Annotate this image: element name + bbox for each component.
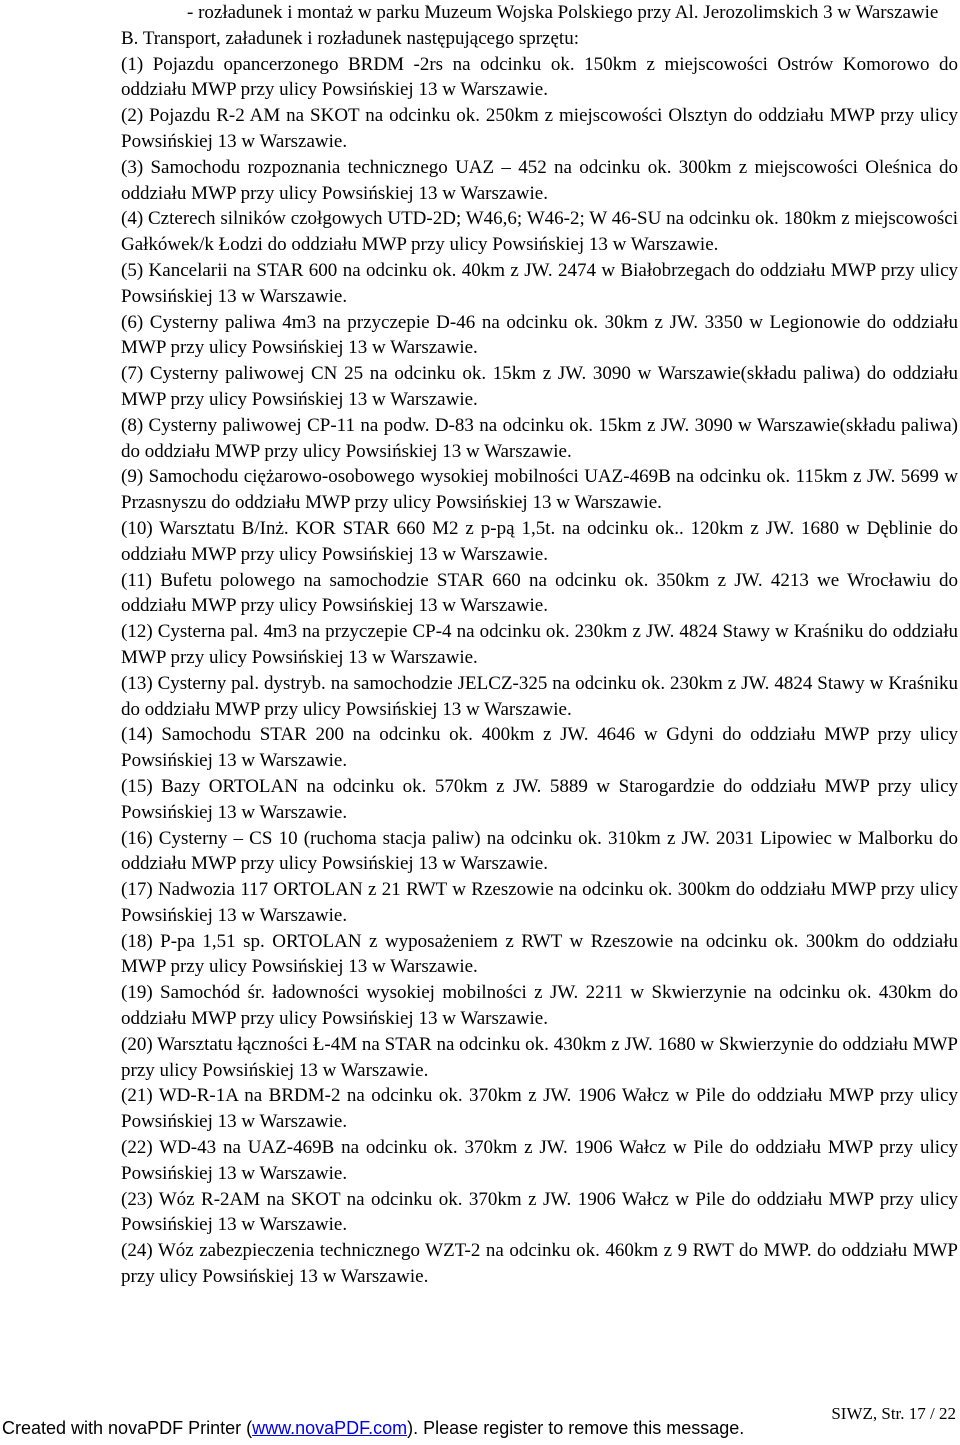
list-item: (24) Wóz zabezpieczenia technicznego WZT-2 na odcinku ok. 460km z 9 RWT do MWP. do oddziału MWP przy ulicy Powsińskiej 13 w Warszawie. (121, 1240, 958, 1288)
list-item: (14) Samochodu STAR 200 na odcinku ok. 400km z JW. 4646 w Gdyni do oddziału MWP przy ulicy Powsińskiej 13 w Warszawie. (121, 724, 958, 772)
list-item: (20) Warsztatu łączności Ł-4M na STAR na odcinku ok. 430km z JW. 1680 w Skwierzynie do oddziału MWP przy ulicy Powsińskiej 13 w Warszawie. (121, 1033, 958, 1081)
list-item: (23) Wóz R-2AM na SKOT na odcinku ok. 370km z JW. 1906 Wałcz w Pile do oddziału MWP przy ulicy Powsińskiej 13 w Warszawie. (121, 1188, 958, 1236)
section-heading: B. Transport, załadunek i rozładunek następującego sprzętu: (121, 27, 579, 49)
list-item: (7) Cysterny paliwowej CN 25 na odcinku ok. 15km z JW. 3090 w Warszawie(składu paliwa) do oddziału MWP przy ulicy Powsińskiej 13 w Warszawie. (121, 363, 958, 410)
list-item: (4) Czterech silników czołgowych UTD-2D; W46,6; W46-2; W 46-SU na odcinku ok. 180km z miejscowości Gałkówek/k Łodzi do oddziału MWP przy ulicy Powsińskiej 13 w Warszawie. (121, 208, 958, 256)
list-item: (17) Nadwozia 117 ORTOLAN z 21 RWT w Rzeszowie na odcinku ok. 300km do oddziału MWP przy ulicy Powsińskiej 13 w Warszawie. (121, 879, 958, 926)
novapdf-link[interactable]: www.novaPDF.com (252, 1418, 408, 1438)
document-body (121, 0, 958, 1290)
list-item: (11) Bufetu polowego na samochodzie STAR 660 na odcinku ok. 350km z JW. 4213 we Wrocławiu do oddziału MWP przy ulicy Powsińskiej 13 w Warszawie. (121, 569, 958, 617)
list-item: (12) Cysterna pal. 4m3 na przyczepie CP-4 na odcinku ok. 230km z JW. 4824 Stawy w Kraśniku do oddziału MWP przy ulicy Powsińskiej 13 w Warszawie. (121, 621, 958, 668)
list-item: (21) WD-R-1A na BRDM-2 na odcinku ok. 370km z JW. 1906 Wałcz w Pile do oddziału MWP przy ulicy Powsińskiej 13 w Warszawie. (121, 1085, 958, 1133)
intro-line: - rozładunek i montaż w parku Muzeum Wojska Polskiego przy Al. Jerozolimskich 3 w Warszawie (187, 2, 939, 23)
list-item: (2) Pojazdu R-2 AM na SKOT na odcinku ok. 250km z miejscowości Olsztyn do oddziału MWP przy ulicy Powsińskiej 13 w Warszawie. (121, 105, 958, 152)
list-item: (19) Samochód śr. ładowności wysokiej mobilności z JW. 2211 w Skwierzynie na odcinku ok. 430km do oddziału MWP przy ulicy Powsińskiej 13 w Warszawie. (121, 982, 958, 1030)
list-item: (10) Warsztatu B/Inż. KOR STAR 660 M2 z p-pą 1,5t. na odcinku ok.. 120km z JW. 1680 w Dęblinie do oddziału MWP przy ulicy Powsińskiej 13 w Warszawie. (121, 517, 958, 565)
list-item: (3) Samochodu rozpoznania technicznego UAZ – 452 na odcinku ok. 300km z miejscowości Oleśnica do oddziału MWP przy ulicy Powsińskiej 13 w Warszawie. (121, 156, 958, 204)
novapdf-banner (2, 1418, 960, 1439)
list-item: (16) Cysterny – CS 10 (ruchoma stacja paliw) na odcinku ok. 310km z JW. 2031 Lipowiec w Malborku do oddziału MWP przy ulicy Powsińskiej 13 w Warszawie. (121, 827, 958, 875)
list-item: (15) Bazy ORTOLAN na odcinku ok. 570km z JW. 5889 w Starogardzie do oddziału MWP przy ulicy Powsińskiej 13 w Warszawie. (121, 775, 958, 823)
banner-suffix: ). Please register to remove this message. (407, 1418, 745, 1438)
list-item: (1) Pojazdu opancerzonego BRDM -2rs na odcinku ok. 150km z miejscowości Ostrów Komorowo do oddziału MWP przy ulicy Powsińskiej 13 w Warszawie. (121, 53, 958, 101)
list-item: (8) Cysterny paliwowej CP-11 na podw. D-83 na odcinku ok. 15km z JW. 3090 w Warszawie(składu paliwa) do oddziału MWP przy ulicy Powsińskiej 13 w Warszawie. (121, 414, 958, 462)
list-item: (5) Kancelarii na STAR 600 na odcinku ok. 40km z JW. 2474 w Białobrzegach do oddziału MWP przy ulicy Powsińskiej 13 w Warszawie. (121, 259, 958, 307)
list-item: (6) Cysterny paliwa 4m3 na przyczepie D-46 na odcinku ok. 30km z JW. 3350 w Legionowie do oddziału MWP przy ulicy Powsińskiej 13 w Warszawie. (121, 311, 958, 359)
list-item: (13) Cysterny pal. dystryb. na samochodzie JELCZ-325 na odcinku ok. 230km z JW. 4824 Stawy w Kraśniku do oddziału MWP przy ulicy Powsińskiej 13 w Warszawie. (121, 672, 958, 720)
banner-prefix: Created with novaPDF Printer ( (2, 1418, 253, 1438)
list-item: (22) WD-43 na UAZ-469B na odcinku ok. 370km z JW. 1906 Wałcz w Pile do oddziału MWP przy ulicy Powsińskiej 13 w Warszawie. (121, 1137, 958, 1184)
page-number: SIWZ, Str. 17 / 22 (831, 1404, 956, 1423)
list-item: (9) Samochodu ciężarowo-osobowego wysokiej mobilności UAZ-469B na odcinku ok. 115km z JW. 5699 w Przasnyszu do oddziału MWP przy ulicy Powsińskiej 13 w Warszawie. (121, 466, 958, 514)
list-item: (18) P-pa 1,51 sp. ORTOLAN z wyposażeniem z RWT w Rzeszowie na odcinku ok. 300km do oddziału MWP przy ulicy Powsińskiej 13 w Warszawie. (121, 930, 958, 978)
